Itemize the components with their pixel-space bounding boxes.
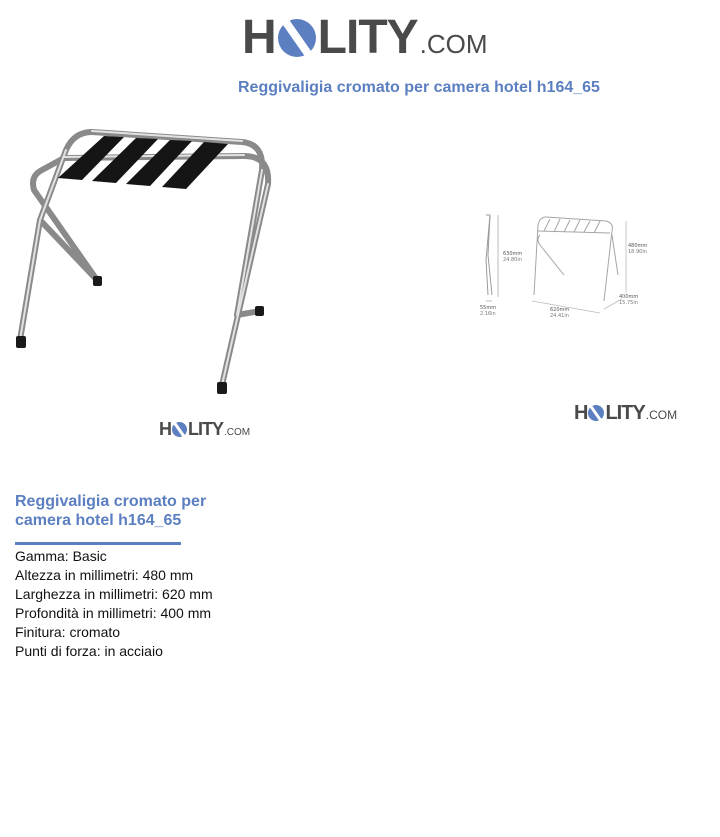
dimension-drawing-icon (476, 205, 656, 330)
spec-item-profondita: Profondità in millimetri: 400 mm (15, 605, 212, 621)
luggage-rack-icon (12, 120, 282, 400)
height-mm-label: 480mm (628, 243, 648, 249)
logo-letter-h: H (242, 11, 276, 64)
depth-in-label: 15.75in (619, 300, 638, 306)
holity-o-logo-icon (278, 19, 316, 57)
logo-letters-lity: LITY (605, 402, 645, 424)
logo-letters-lity: LITY (188, 419, 223, 439)
title-underline (15, 542, 181, 545)
holity-o-logo-icon (588, 405, 604, 421)
spec-item-finitura: Finitura: cromato (15, 624, 121, 640)
height-in-label: 18.90in (628, 249, 647, 255)
logo-domain-suffix: .COM (224, 427, 251, 438)
product-title: Reggivaligia cromato per camera hotel h164_65 (15, 493, 207, 529)
logo-domain-suffix: .COM (419, 29, 488, 59)
foot-in-label: 2.16in (480, 311, 496, 317)
depth-mm-label: 400mm (619, 294, 639, 300)
logo-domain-suffix: .COM (645, 408, 678, 422)
holity-o-logo-icon (172, 422, 187, 437)
height-side-mm-label: 630mm (503, 251, 523, 257)
spec-item-larghezza: Larghezza in millimetri: 620 mm (15, 586, 213, 602)
brand-logo-small (574, 403, 677, 423)
spec-item-punti-di-forza: Punti di forza: in acciaio (15, 643, 163, 659)
width-in-label: 24.41in (550, 313, 569, 319)
spec-item-gamma: Gamma: Basic (15, 548, 107, 564)
logo-letter-h: H (574, 402, 588, 424)
foot-mm-label: 55mm (480, 305, 497, 311)
logo-letters-lity: LITY (317, 11, 418, 64)
width-mm-label: 620mm (550, 307, 570, 313)
brand-logo[interactable] (242, 11, 488, 64)
spec-item-altezza: Altezza in millimetri: 480 mm (15, 567, 194, 583)
page-title: Reggivaligia cromato per camera hotel h164_65 (238, 79, 600, 96)
height-side-in-label: 24.80in (503, 257, 522, 263)
brand-logo-small (159, 420, 250, 438)
spec-list (15, 547, 213, 661)
logo-letter-h: H (159, 419, 171, 439)
